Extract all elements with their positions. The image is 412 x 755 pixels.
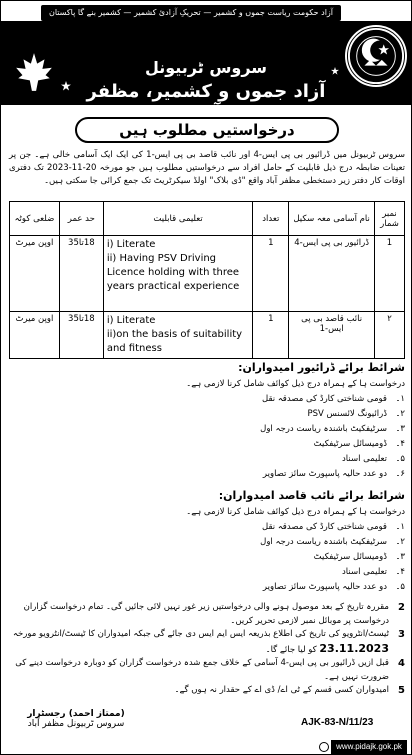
- list-item: ۵۔ تعلیمی اسناد: [342, 454, 405, 464]
- row-qualification: [103, 312, 253, 359]
- table-row: [10, 312, 405, 359]
- row-qualification: [103, 236, 253, 312]
- signature-block: [11, 709, 141, 729]
- list-item: ۳۔ سرٹیفکیٹ باشندہ ریاست درجہ اول: [260, 424, 405, 434]
- driver-conditions-list: [9, 377, 405, 482]
- list-item: ۱۔ قومی شناختی کارڈ کی مصدقہ نقل: [262, 394, 405, 404]
- row-serial: ۲: [374, 312, 404, 359]
- list-lead: درخواست ہا کے ہمراہ درج ذیل کوائف شامل کرنا لازمی ہے۔: [186, 507, 405, 517]
- slogan-banner: آزاد حکومت ریاست جموں و کشمیر — تحریکِ آزادیٔ کشمیر — کشمیر بنے گا پاکستان: [41, 5, 341, 21]
- col-header-count: تعداد: [253, 202, 289, 236]
- qualification-line: ii)on the basis of suitability and fitness: [106, 329, 243, 354]
- general-conditions: [9, 601, 405, 698]
- row-quota: اوپن میرٹ: [10, 312, 60, 359]
- list-item: ۴۔ ڈومیسائل سرٹیفکیٹ: [313, 439, 405, 449]
- row-serial: 1: [374, 236, 404, 312]
- row-age: 18تا35: [59, 312, 103, 359]
- interview-date: 23.11.2023: [319, 641, 389, 655]
- org-name: سروس ٹربیونل: [144, 58, 268, 77]
- list-lead: درخواست ہا کے ہمراہ درج ذیل کوائف شامل کرنا لازمی ہے۔: [186, 379, 405, 389]
- col-header-age: حد عمر: [59, 202, 103, 236]
- row-age: 18تا35: [59, 236, 103, 312]
- list-item: ۲۔ سرٹیفکیٹ باشندہ ریاست درجہ اول: [260, 537, 405, 547]
- region-name: آزاد جموں و کشمیر، مظفر آباد: [86, 81, 326, 124]
- website-footer[interactable]: www.pidajk.gok.pk: [331, 740, 407, 754]
- col-header-quota: ضلعی کوٹہ: [10, 202, 60, 236]
- list-item: 2 مقررہ تاریخ کے بعد موصول ہونے والی درخواستیں زیر غور نہیں لائی جائیں گی۔ تمام درخواست گزاران درخواست پر موبائل نمبر لازمی تحریر کریں۔: [23, 602, 405, 626]
- col-header-serial: نمبر شمار: [374, 202, 404, 236]
- naib-conditions-list: [9, 505, 405, 595]
- qualification-line: i) Literate: [106, 315, 156, 326]
- list-item: ۵۔ دو عدد حالیہ پاسپورٹ سائز تصاویر: [262, 582, 405, 592]
- maple-leaf-icon: [13, 51, 55, 93]
- reference-number: AJK-83-N/11/23: [301, 717, 374, 728]
- qualification-line: i) Literate: [106, 239, 156, 250]
- list-item: ۶۔ دو عدد حالیہ پاسپورٹ سائز تصاویر: [262, 469, 405, 479]
- table-row: [10, 236, 405, 312]
- globe-icon: [319, 742, 329, 752]
- driver-conditions-title: شرائط برائے ڈرائیور امیدواران:: [238, 361, 405, 374]
- list-item: 3 ٹیسٹ/انٹرویو کی تاریخ کی اطلاع بذریعہ ایس ایم ایس دی جائے گی جبکہ امیدواران کا ٹیسٹ/انٹرویو مورخہ 23.11.2023 کو لیا جائے گا۔: [13, 629, 405, 655]
- row-post: ڈرائیور بی پی ایس-4: [289, 236, 375, 312]
- list-item: 4 قبل ازیں ڈرائیور بی پی ایس-4 آسامی کے خلاف جمع شدہ درخواست گزاران کو دوبارہ درخواست دینے کی ضرورت نہیں ہے۔: [15, 658, 405, 682]
- applications-wanted-banner: درخواستیں مطلوب ہیں: [75, 117, 339, 143]
- list-item: 5 امیدواران کسی قسم کے ٹی اے/ ڈی اے کے حقدار نہ ہوں گے۔: [174, 685, 405, 696]
- col-header-post: نام آسامی معہ سکیل: [289, 202, 375, 236]
- list-item: ۴۔ تعلیمی اسناد: [342, 567, 405, 577]
- intro-paragraph: سروس ٹربیونل میں ڈرائیور بی پی ایس-4 اور نائب قاصد بی پی ایس-1 کی ایک ایک آسامی خالی ہے۔ جن پر تعینات ضابطہ درج ذیل قابلیت کے حامل افراد سے درخواستیں مطلوب ہیں جو مورخہ 20-11-2023 تک دفتری اوقات کار دفتر زیر دستخطی مظفر آباد واقع "ڈی بلاک" اولڈ سیکرٹریٹ تک جمع کرائی جا سکتی ہیں۔: [9, 150, 405, 186]
- list-item: ۲۔ ڈرائیونگ لائسنس PSV: [307, 409, 405, 419]
- col-header-qualification: تعلیمی قابلیت: [103, 202, 253, 236]
- list-item: ۳۔ ڈومیسائل سرٹیفکیٹ: [313, 552, 405, 562]
- row-count: 1: [253, 236, 289, 312]
- qualification-line: ii) Having PSV Driving Licence holding with three years practical experience: [106, 253, 240, 292]
- row-quota: اوپن میرٹ: [10, 236, 60, 312]
- star-icon: [331, 67, 339, 75]
- naib-conditions-title: شرائط برائے نائب قاصد امیدواران:: [218, 489, 405, 502]
- vacancy-table: [9, 201, 405, 359]
- row-post: نائب قاصد بی پی ایس-1: [289, 312, 375, 359]
- table-header-row: [10, 202, 405, 236]
- signatory-office: سروس ٹربیونل مظفر آباد: [27, 719, 125, 729]
- star-icon: [61, 81, 71, 91]
- row-count: 1: [253, 312, 289, 359]
- signatory-name: (ممتاز احمد) رجسٹرار: [27, 709, 125, 719]
- list-item: ۱۔ قومی شناختی کارڈ کی مصدقہ نقل: [262, 522, 405, 532]
- ajk-emblem-icon: [345, 25, 407, 87]
